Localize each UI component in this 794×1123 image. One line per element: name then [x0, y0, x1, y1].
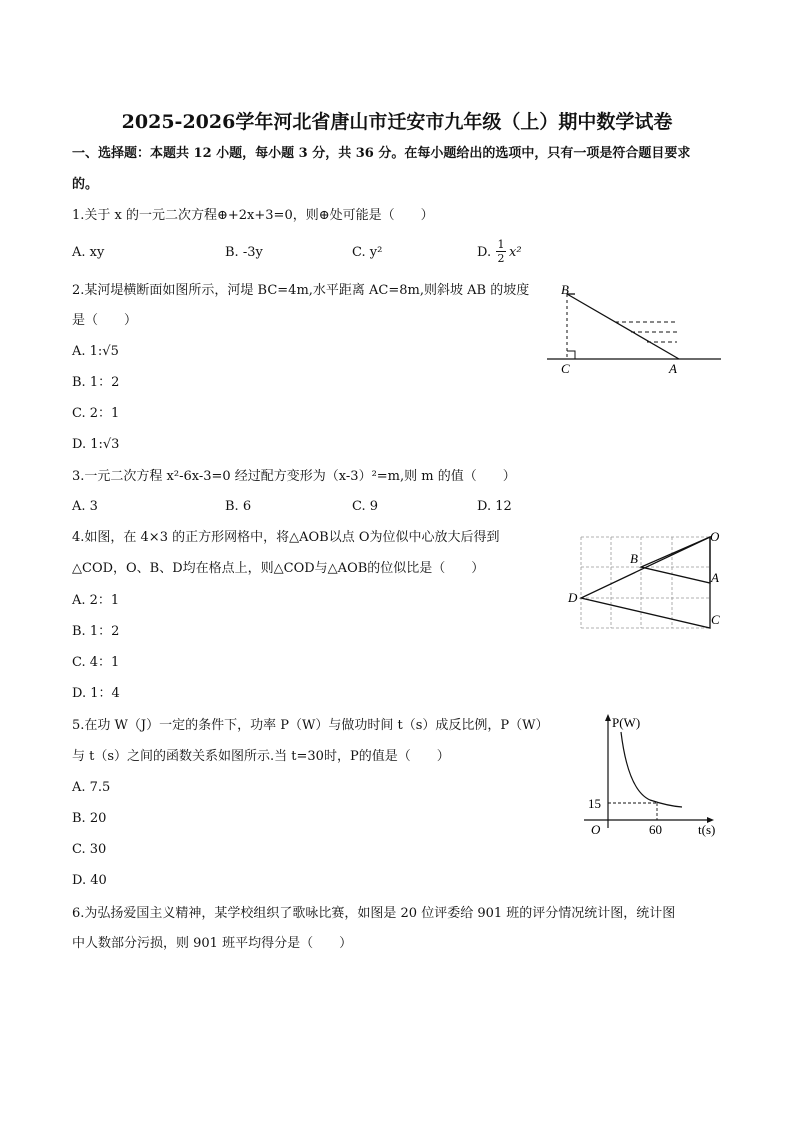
label-c: C [711, 612, 720, 627]
q4-grid-figure [560, 524, 730, 636]
q4-option-b: B. 1：2 [72, 624, 120, 639]
q5-function-graph [578, 710, 726, 840]
q1-option-b: B. -3y [225, 245, 263, 260]
q2-stem-line2: 是（ ） [72, 313, 138, 328]
q5-option-a: A. 7.5 [72, 780, 111, 795]
label-a: A [669, 361, 677, 376]
q2-stem-line1: 2.某河堤横断面如图所示，河堤 BC=4m,水平距离 AC=8m,则斜坡 AB 的坡度 [72, 283, 530, 298]
label-b: B [630, 551, 638, 566]
q3-stem: 3.一元二次方程 x²-6x-3=0 经过配方变形为（x-3）²=m,则 m 的值（ ） [72, 469, 516, 484]
q1-option-d: D. [477, 245, 492, 260]
q5-stem-line2: 与 t（s）之间的函数关系如图所示.当 t=30时，P的值是（ ） [72, 749, 450, 764]
square-grid [581, 537, 710, 628]
section-header-line1: 一、选择题：本题共 12 小题，每小题 3 分，共 36 分。在每小题给出的选项中，只有一项是符合题目要求 [72, 146, 691, 161]
q6-stem-line1: 6.为弘扬爱国主义精神，某学校组织了歌咏比赛，如图是 20 位评委给 901 班的评分情况统计图，统计图 [72, 906, 676, 921]
y-tick-label: 15 [588, 796, 601, 811]
label-a: A [711, 570, 719, 585]
q5-stem-line1: 5.在功 W（J）一定的条件下，功率 P（W）与做功时间 t（s）成反比例，P（W） [72, 718, 549, 733]
q5-option-c: C. 30 [72, 842, 107, 857]
y-axis-label: P(W) [612, 715, 641, 730]
q2-option-d: D. 1:√3 [72, 437, 120, 452]
page-title: 2025-2026学年河北省唐山市迁安市九年级（上）期中数学试卷 [121, 111, 673, 133]
q2-embankment-figure [545, 280, 725, 380]
q1-d-denominator: 2 [497, 252, 505, 265]
q4-option-c: C. 4：1 [72, 655, 120, 670]
x-axis-label: t(s) [698, 822, 716, 837]
q4-option-d: D. 1：4 [72, 686, 120, 701]
q4-stem-line2: △COD，O、B、D均在格点上，则△COD与△AOB的位似比是（ ） [72, 561, 485, 576]
label-c: C [561, 361, 570, 376]
q2-option-b: B. 1：2 [72, 375, 120, 390]
q2-option-a: A. 1:√5 [72, 344, 119, 359]
q1-option-c: C. y² [352, 245, 383, 260]
q5-option-d: D. 40 [72, 873, 107, 888]
section-header-line2: 的。 [72, 177, 99, 192]
triangle-aob [641, 537, 710, 583]
q3-option-d: D. 12 [477, 499, 512, 514]
label-d: D [568, 590, 578, 605]
label-o: O [710, 529, 720, 544]
q1-stem: 1.关于 x 的一元二次方程⊕+2x+3=0，则⊕处可能是（ ） [72, 208, 434, 223]
q2-option-c: C. 2：1 [72, 406, 120, 421]
q3-option-c: C. 9 [352, 499, 379, 514]
x-tick-label: 60 [649, 822, 662, 837]
inverse-curve [621, 732, 682, 807]
q3-option-b: B. 6 [225, 499, 252, 514]
triangle-cod [581, 537, 710, 628]
y-axis-arrow [605, 714, 611, 721]
q1-d-variable: x² [509, 245, 522, 260]
q1-d-numerator: 1 [497, 238, 505, 251]
slope-ab [567, 294, 679, 359]
q3-option-a: A. 3 [72, 499, 98, 514]
label-b: B [561, 282, 569, 297]
q5-option-b: B. 20 [72, 811, 107, 826]
origin-label: O [591, 822, 601, 837]
q4-option-a: A. 2：1 [72, 593, 120, 608]
q4-stem-line1: 4.如图，在 4×3 的正方形网格中，将△AOB以点 O为位似中心放大后得到 [72, 530, 500, 545]
q6-stem-line2: 中人数部分污损，则 901 班平均得分是（ ） [72, 936, 353, 951]
q1-option-a: A. xy [72, 245, 105, 260]
right-angle-mark [567, 351, 575, 359]
